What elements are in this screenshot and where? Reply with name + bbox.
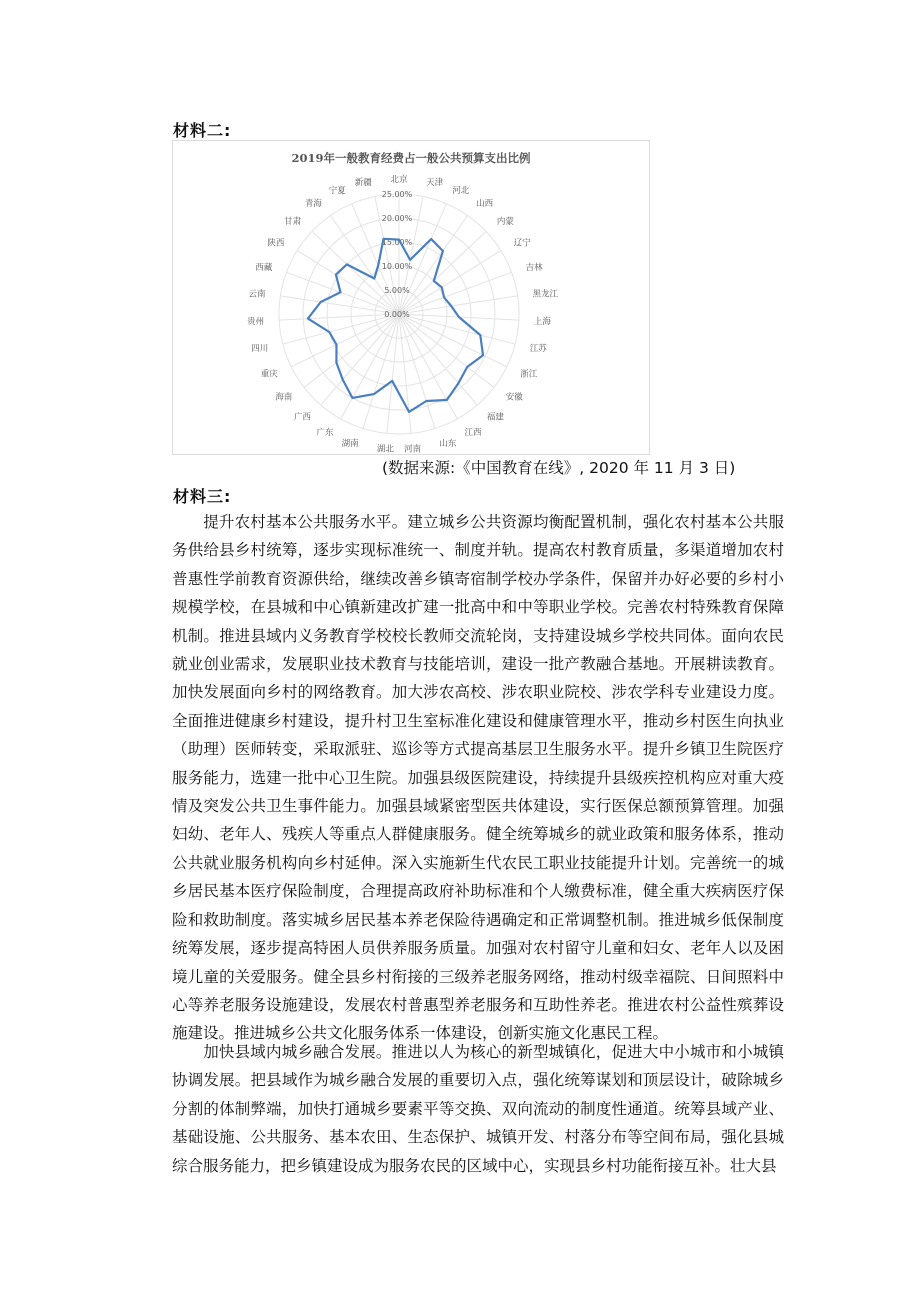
- tick-label: 5.00%: [384, 286, 410, 295]
- category-label: 湖北: [376, 444, 394, 454]
- grid-radial: [399, 314, 477, 405]
- material-3-heading: 材料三:: [173, 487, 232, 506]
- tick-label: 25.00%: [381, 190, 413, 199]
- paragraph-1-text: 提升农村基本公共服务水平。建立城乡公共资源均衡配置机制，强化农村基本公共服务供给县乡村统筹，逐步实现标准统一、制度并轨。提高农村教育质量，多渠道增加农村普惠性学前教育资源供给，继续改善乡镇寄宿制学校办学条件，保留并办好必要的乡村小规模学校，在县城和中心镇新建改扩建一批高中和中等职业学校。完善农村特殊教育保障机制。推进县域内义务教育学校校长教师交流轮岗，支持建设城乡学校共同体。面向农民就业创业需求，发展职业技术教育与技能培训，建设一批产教融合基地。开展耕读教育。加快发展面向乡村的网络教育。加大涉农高校、涉农职业院校、涉农学科专业建设力度。全面推进健康乡村建设，提升村卫生室标准化建设和健康管理水平，推动乡村医生向执业（助理）医师转变，采取派驻、巡诊等方式提高基层卫生服务水平。提升乡镇卫生院医疗服务能力，选建一批中心卫生院。加强县级医院建设，持续提升县级疾控机构应对重大疫情及突发公共卫生事件能力。加强县域紧密型医共体建设，实行医保总额预算管理。加强妇幼、老年人、残疾人等重点人群健康服务。健全统筹城乡的就业政策和服务体系，推动公共就业服务机构向乡村延伸。深入实施新生代农民工职业技能提升计划。完善统一的城乡居民基本医疗保险制度，合理提高政府补助标准和个人缴费标准，健全重大疾病医疗保险和救助制度。落实城乡居民基本养老保险待遇确定和正常调整机制。推进城乡低保制度统筹发展，逐步提高特困人员供养服务质量。加强对农村留守儿童和妇女、老年人以及困境儿童的关爱服务。健全县乡村衔接的三级养老服务网络，推动村级幸福院、日间照料中心等养老服务设施建设，发展农村普惠型养老服务和互助性养老。推进农村公益性殡葬设施建设。推进城乡公共文化服务体系一体建设，创新实施文化惠民工程。: [172, 513, 784, 1043]
- category-label: 福建: [486, 412, 504, 423]
- category-label: 广西: [294, 412, 312, 423]
- category-label: 辽宁: [513, 238, 531, 249]
- category-label: 黑龙江: [532, 289, 558, 300]
- category-label: 海南: [275, 392, 293, 403]
- grid-radial: [399, 314, 494, 387]
- tick-label: 0.00%: [384, 310, 410, 319]
- category-label: 天津: [426, 177, 444, 188]
- category-label: 青海: [304, 199, 322, 210]
- category-label: 宁夏: [328, 185, 346, 196]
- category-label: 浙江: [520, 369, 538, 380]
- category-label: 山西: [476, 199, 494, 210]
- category-label: 河北: [452, 185, 470, 196]
- chart-title: 2019年一般教育经费占一般公共预算支出比例: [291, 151, 531, 165]
- category-label: 江苏: [529, 343, 547, 354]
- category-label: 内蒙: [496, 216, 514, 227]
- material-2-heading: 材料二:: [173, 121, 232, 140]
- category-label: 山东: [439, 438, 457, 449]
- tick-label: 10.00%: [381, 262, 413, 271]
- data-source-note: (数据来源:《中国教育在线》, 2020 年 11 月 3 日): [382, 459, 736, 477]
- category-label: 河南: [404, 444, 422, 454]
- category-label: 陕西: [267, 238, 285, 249]
- paragraph-text: [172, 1038, 784, 1180]
- grid-radial: [321, 314, 399, 405]
- category-label: 云南: [248, 289, 266, 300]
- category-label: 吉林: [525, 263, 543, 274]
- category-label: 北京: [390, 175, 408, 185]
- tick-label: 15.00%: [381, 238, 413, 247]
- tick-label: 20.00%: [381, 214, 413, 223]
- material-3-paragraph-1: [172, 508, 784, 1048]
- material-3-paragraph-2: [172, 1038, 784, 1180]
- paragraph-2-text: 加快县域内城乡融合发展。推进以人为核心的新型城镇化，促进大中小城市和小城镇协调发展。把县域作为城乡融合发展的重要切入点，强化统筹谋划和顶层设计，破除城乡分割的体制弊端，加快打通城乡要素平等交换、双向流动的制度性通道。统筹县域产业、基础设施、公共服务、基本农田、生态保护、城镇开发、村落分布等空间布局，强化县城综合服务能力，把乡镇建设成为服务农民的区域中心，实现县乡村功能衔接互补。壮大县: [172, 1043, 784, 1175]
- category-label: 江西: [464, 428, 482, 439]
- radar-chart: [172, 140, 650, 455]
- category-label: 上海: [533, 316, 551, 327]
- radar-chart-svg: [173, 141, 649, 454]
- category-label: 西藏: [255, 263, 273, 274]
- paragraph-text: [172, 508, 784, 1048]
- category-label: 安徽: [505, 392, 523, 403]
- category-label: 重庆: [260, 369, 278, 380]
- category-label: 新疆: [354, 177, 372, 188]
- category-label: 广东: [316, 428, 334, 439]
- category-label: 甘肃: [284, 216, 302, 227]
- category-label: 湖南: [341, 438, 359, 449]
- category-label: 贵州: [247, 316, 265, 327]
- category-label: 四川: [251, 343, 269, 354]
